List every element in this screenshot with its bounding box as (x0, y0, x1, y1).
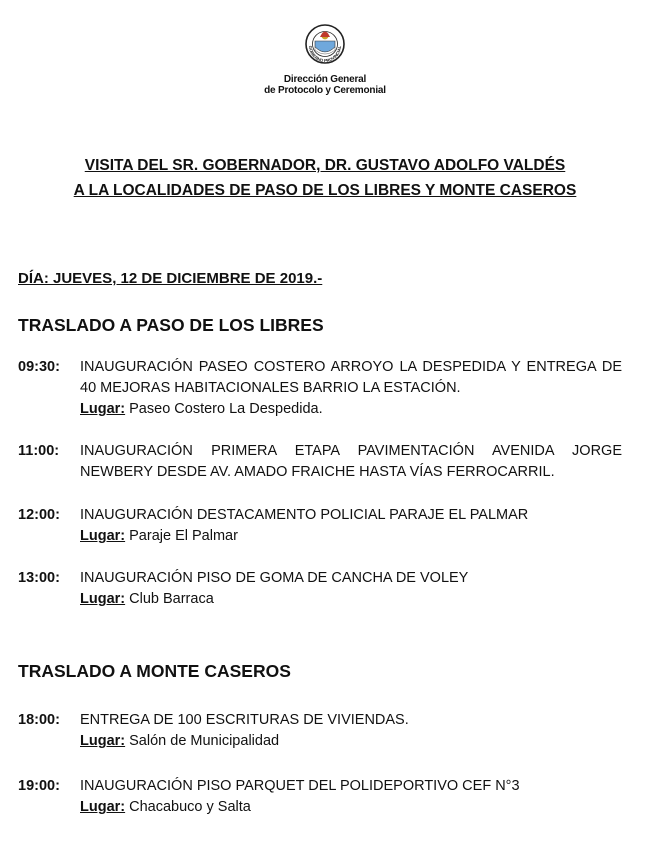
event-time: 19:00: (18, 778, 60, 794)
location-value: Salón de Municipalidad (129, 733, 280, 749)
event-time: 11:00: (18, 443, 60, 459)
document-title (0, 153, 650, 203)
org-line-1: Dirección General (283, 74, 367, 85)
agenda-item (18, 568, 622, 610)
event-time: 13:00: (18, 570, 60, 586)
event-time: 18:00: (18, 712, 60, 728)
location-value: Chacabuco y Salta (129, 799, 251, 815)
section-heading-paso-de-los-libres: TRASLADO A PASO DE LOS LIBRES (18, 315, 324, 335)
event-description: INAUGURACIÓN DESTACAMENTO POLICIAL PARAJE EL PALMAR (80, 507, 529, 523)
event-description: INAUGURACIÓN PISO PARQUET DEL POLIDEPORTIVO CEF N°3 (80, 778, 520, 794)
agenda-item (18, 357, 622, 420)
event-location (80, 399, 622, 420)
location-label: Lugar: (80, 799, 126, 815)
day-heading: DÍA: JUEVES, 12 DE DICIEMBRE DE 2019.- (18, 270, 323, 287)
title-line-1: VISITA DEL SR. GOBERNADOR, DR. GUSTAVO ADOLFO VALDÉS (84, 157, 566, 174)
event-location (80, 797, 622, 818)
event-description: INAUGURACIÓN PASEO COSTERO ARROYO LA DESPEDIDA Y ENTREGA DE 40 MEJORAS HABITACIONALES BARRIO LA ESTACIÓN. (80, 359, 622, 396)
location-value: Paraje El Palmar (129, 528, 238, 544)
agenda-item (18, 776, 622, 818)
location-value: Paseo Costero La Despedida. (129, 401, 323, 417)
event-location (80, 589, 622, 610)
provincial-seal-icon (303, 14, 347, 70)
location-value: Club Barraca (129, 591, 214, 607)
section-heading-monte-caseros: TRASLADO A MONTE CASEROS (18, 661, 291, 681)
event-time: 12:00: (18, 507, 60, 523)
org-line-2: de Protocolo y Ceremonial (264, 85, 386, 96)
location-label: Lugar: (80, 591, 126, 607)
letterhead (0, 14, 650, 96)
location-label: Lugar: (80, 733, 126, 749)
location-label: Lugar: (80, 528, 126, 544)
title-line-2: A LA LOCALIDADES DE PASO DE LOS LIBRES Y MONTE CASEROS (73, 182, 577, 199)
event-location (80, 731, 622, 752)
event-description: INAUGURACIÓN PISO DE GOMA DE CANCHA DE VOLEY (80, 570, 469, 586)
event-time: 09:30: (18, 359, 60, 375)
location-label: Lugar: (80, 401, 126, 417)
agenda-item (18, 710, 622, 752)
organization-name (0, 74, 650, 96)
event-description: ENTREGA DE 100 ESCRITURAS DE VIVIENDAS. (80, 712, 409, 728)
seal-text: GOBIERNO PROVINCIAL (307, 45, 343, 64)
agenda-item (18, 505, 622, 547)
event-description: INAUGURACIÓN PRIMERA ETAPA PAVIMENTACIÓN AVENIDA JORGE NEWBERY DESDE AV. AMADO FRAICHE HASTA VÍAS FERROCARRIL. (80, 443, 622, 480)
event-location (80, 526, 622, 547)
agenda-item (18, 441, 622, 483)
